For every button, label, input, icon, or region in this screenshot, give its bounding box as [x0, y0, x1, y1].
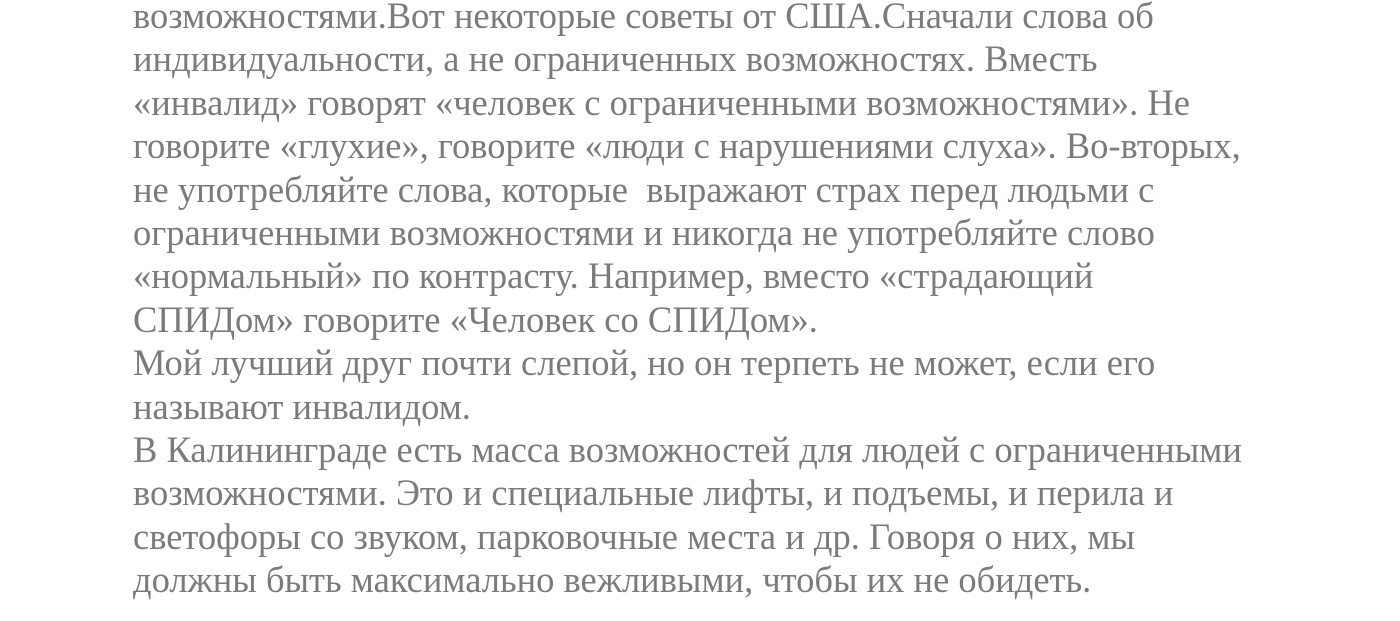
text-line: «инвалид» говорят «человек с ограниченными возможностями». Не	[133, 81, 1190, 123]
text-line: «нормальный» по контрасту. Например, вместо «страдающий	[133, 255, 1094, 297]
text-line: светофоры со звуком, парковочные места и др. Говоря о них, мы	[133, 515, 1136, 557]
text-line: В Калининграде есть масса возможностей для людей с ограниченными	[133, 429, 1242, 471]
text-line: говорите «глухие», говорите «люди с нарушениями слуха». Во-вторых,	[133, 125, 1241, 167]
document-body	[133, 0, 1373, 602]
text-line: возможностями.Вот некоторые советы от США.Сначали слова об	[133, 0, 1154, 36]
text-line: Мой лучший друг почти слепой, но он терпеть не может, если его	[133, 342, 1156, 384]
text-line: должны быть максимально вежливыми, чтобы их не обидеть.	[133, 559, 1092, 601]
text-line: СПИДом» говорите «Человек со СПИДом».	[133, 298, 818, 340]
text-line: возможностями. Это и специальные лифты, и подъемы, и перила и	[133, 472, 1174, 514]
text-line: ограниченными возможностями и никогда не употребляйте слово	[133, 212, 1155, 254]
text-line: индивидуальности, а не ограниченных возможностях. Вместь	[133, 38, 1098, 80]
text-line: не употребляйте слова, которые выражают страх перед людьми с	[133, 168, 1155, 210]
text-line: называют инвалидом.	[133, 385, 471, 427]
